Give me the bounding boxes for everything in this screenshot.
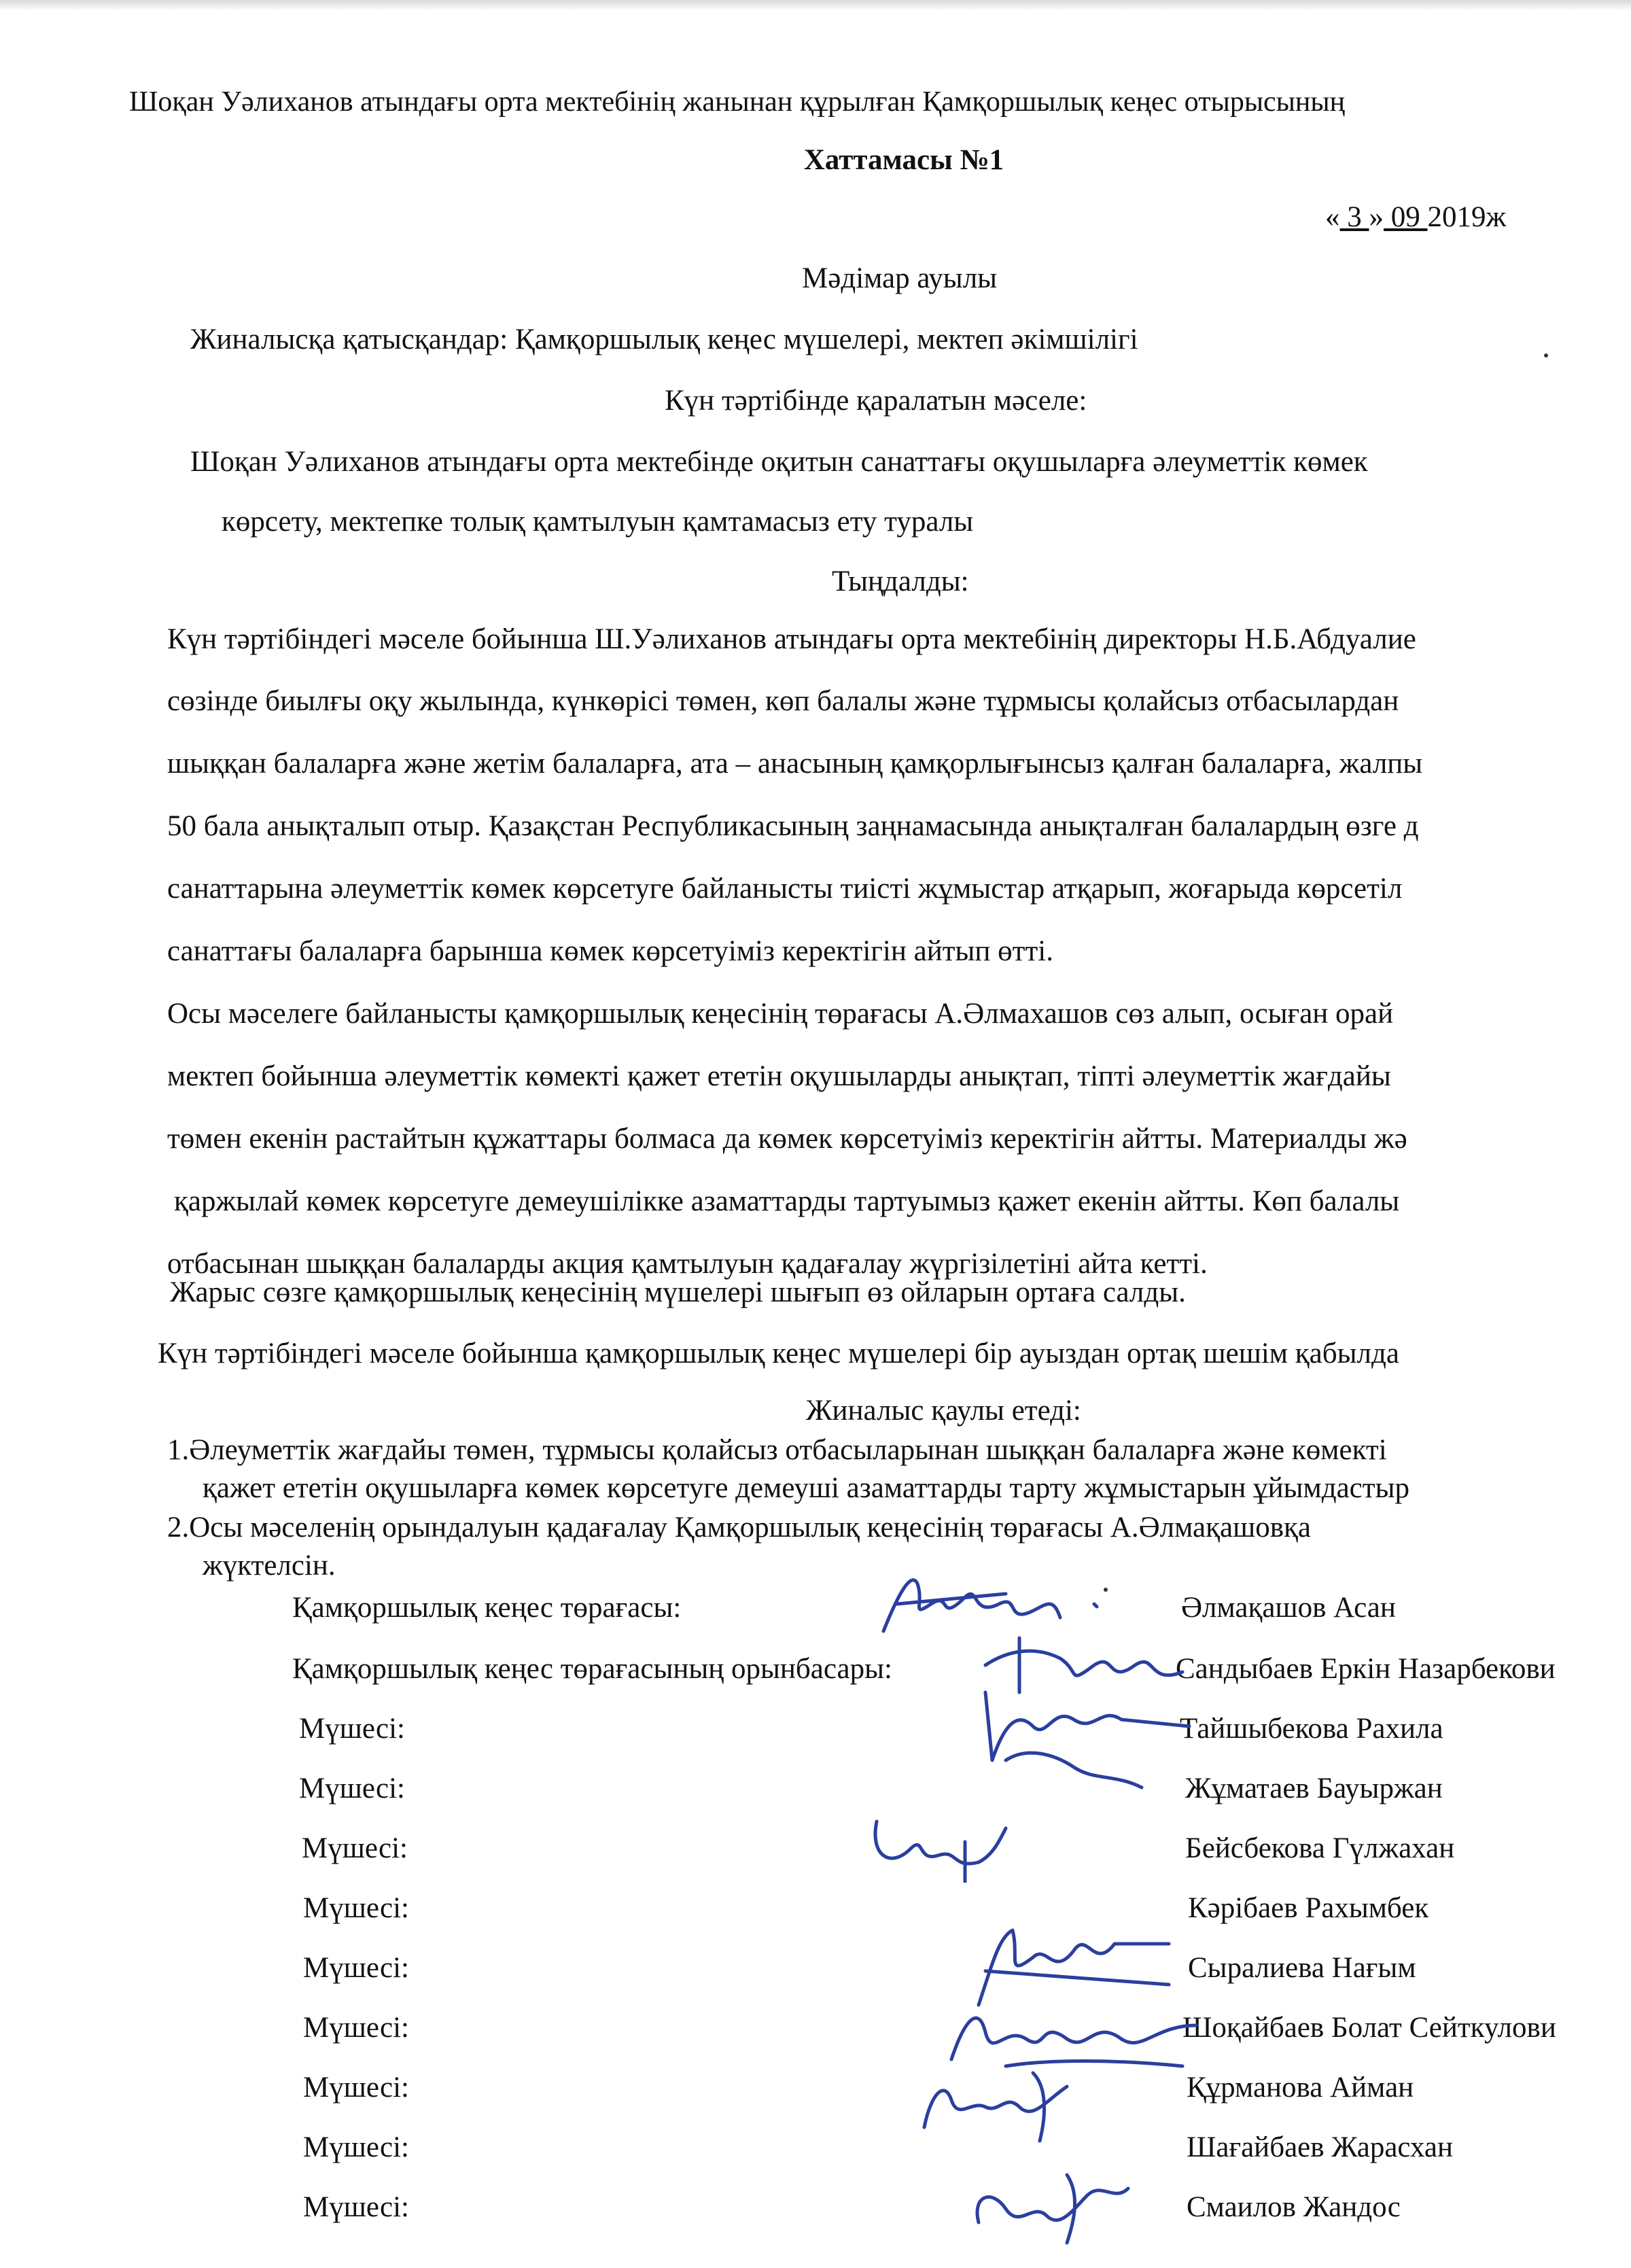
heard-line: Күн тәртібіндегі мәселе бойынша Ш.Уәлиханов атындағы орта мектебінің директоры Н.Б.Абдуалие [167, 623, 1416, 655]
handwritten-signature [863, 1794, 1026, 1883]
signature-name: Смаилов Жандос [1187, 2191, 1401, 2223]
heard-line: сөзінде биылғы оқу жылында, күнкөрісі төмен, көп балалы және тұрмысы қолайсыз отбасылардан [167, 685, 1399, 717]
heard-line: төмен екенін растайтын құжаттары болмаса да көмек көрсетуіміз керектігін айтты. Материалды жә [167, 1123, 1407, 1155]
resolution-item-1-cont: қажет ететін оқушыларға көмек көрсетуге демеуші азаматтарды тарту жұмыстарын ұйымдастыр [203, 1472, 1409, 1504]
heard-line: Күн тәртібіндегі мәселе бойынша қамқоршылық кеңес мүшелері бір ауыздан ортақ шешім қабылда [158, 1338, 1399, 1369]
place: Мәдімар ауылы [802, 262, 998, 294]
signature-name: Сандыбаев Еркін Назарбекови [1176, 1653, 1556, 1685]
signature-name: Бейсбекова Гүлжахан [1185, 1832, 1455, 1864]
date-year: 2019ж [1427, 201, 1507, 233]
scan-speck [1104, 1588, 1108, 1592]
heard-heading: Тыңдалды: [832, 565, 969, 597]
signature-name: Шағайбаев Жарасхан [1187, 2131, 1453, 2163]
resolution-item-1: 1.Әлеуметтік жағдайы төмен, тұрмысы қолайсыз отбасыларынан шыққан балаларға және көмекті [167, 1434, 1387, 1466]
signature-name: Сыралиева Нағым [1188, 1952, 1416, 1984]
resolution-heading: Жиналыс қаулы етеді: [806, 1395, 1081, 1427]
document-date [1325, 200, 1506, 235]
signature-role: Мүшесі: [303, 1952, 409, 1984]
heard-line: санаттағы балаларға барынша көмек көрсетуіміз керектігін айтып өтті. [167, 935, 1053, 967]
signature-name: Құрманова Айман [1187, 2072, 1414, 2104]
scan-speck [1544, 353, 1548, 357]
heard-line: 50 бала анықталып отыр. Қазақстан Республикасының заңнамасында анықталған балалардың өзге д [167, 810, 1419, 842]
heard-line: санаттарына әлеуметтік көмек көрсетуге байланысты тиісті жұмыстар атқарып, жоғарыда көрсетіл [167, 873, 1403, 905]
resolution-item-2: 2.Осы мәселенің орындалуын қадағалау Қамқоршылық кеңесінің төрағасы А.Әлмақашовқа [167, 1512, 1311, 1543]
signature-name: Кәрібаев Рахымбек [1188, 1892, 1429, 1924]
signature-name: Жұматаев Бауыржан [1185, 1773, 1443, 1804]
agenda-line: Шоқан Уәлиханов атындағы орта мектебінде оқитын санаттағы оқушыларға әлеуметтік көмек [190, 446, 1368, 478]
agenda-heading: Күн тәртібінде қаралатын мәселе: [665, 385, 1087, 417]
signature-role: Мүшесі: [302, 1832, 408, 1864]
signature-role: Мүшесі: [303, 1892, 409, 1924]
signature-role: Мүшесі: [303, 2191, 409, 2223]
date-day: 3 [1339, 201, 1369, 233]
handwritten-signature [945, 1903, 1189, 2012]
handwritten-signature [911, 2059, 1087, 2148]
heard-line: Осы мәселеге байланысты қамқоршылық кеңесінің төрағасы А.Әлмахашов сөз алып, осыған орай [167, 998, 1394, 1030]
heard-line: шыққан балаларға және жетім балаларға, ата – анасының қамқорлығынсыз қалған балаларға, жалпы [167, 748, 1423, 780]
signature-role: Мүшесі: [303, 2012, 409, 2044]
heard-line: отбасынан шыққан балаларды акция қамтылуын қадағалау жүргізілетіні айта кетті. [167, 1248, 1208, 1280]
signature-name: Шоқайбаев Болат Сейткулови [1182, 2012, 1556, 2044]
date-sep: » [1369, 201, 1384, 233]
date-month: 09 [1384, 201, 1428, 233]
signature-role: Қамқоршылық кеңес төрағасының орынбасары: [292, 1653, 892, 1685]
heard-line: қаржылай көмек көрсетуге демеушілікке азаматтарды тартуымыз қажет екенін айтты. Көп балалы [174, 1185, 1400, 1217]
signature-role: Қамқоршылық кеңес төрағасы: [292, 1592, 682, 1624]
handwritten-signature [965, 1679, 1196, 1794]
resolution-item-2-cont: жүктелсін. [203, 1550, 336, 1582]
signature-name: Әлмақашов Асан [1181, 1592, 1396, 1624]
heard-line: Жарыс сөзге қамқоршылық кеңесінің мүшелері шығып өз ойларын ортаға салды. [170, 1276, 1186, 1308]
signature-role: Мүшесі: [303, 2131, 409, 2163]
agenda-line: көрсету, мектепке толық қамтылуын қамтамасыз ету туралы [222, 506, 974, 538]
signature-role: Мүшесі: [303, 2072, 409, 2104]
header-line: Шоқан Уәлиханов атындағы орта мектебінің жанынан құрылған Қамқоршылық кеңес отырысының [129, 86, 1346, 118]
heard-line: мектеп бойынша әлеуметтік көмекті қажет ететін оқушыларды анықтап, тіпті әлеуметтік жағдайы [167, 1060, 1391, 1092]
date-open: « [1325, 201, 1340, 233]
signature-role: Мүшесі: [299, 1713, 405, 1745]
signature-name: Тайшыбекова Рахила [1180, 1713, 1443, 1745]
signature-role: Мүшесі: [299, 1773, 405, 1804]
scan-edge [0, 0, 1631, 11]
document-title: Хаттамасы №1 [803, 144, 1004, 176]
attendees: Жиналысқа қатысқандар: Қамқоршылық кеңес мүшелері, мектеп әкімшілігі [190, 324, 1138, 355]
handwritten-signature [965, 2161, 1142, 2250]
